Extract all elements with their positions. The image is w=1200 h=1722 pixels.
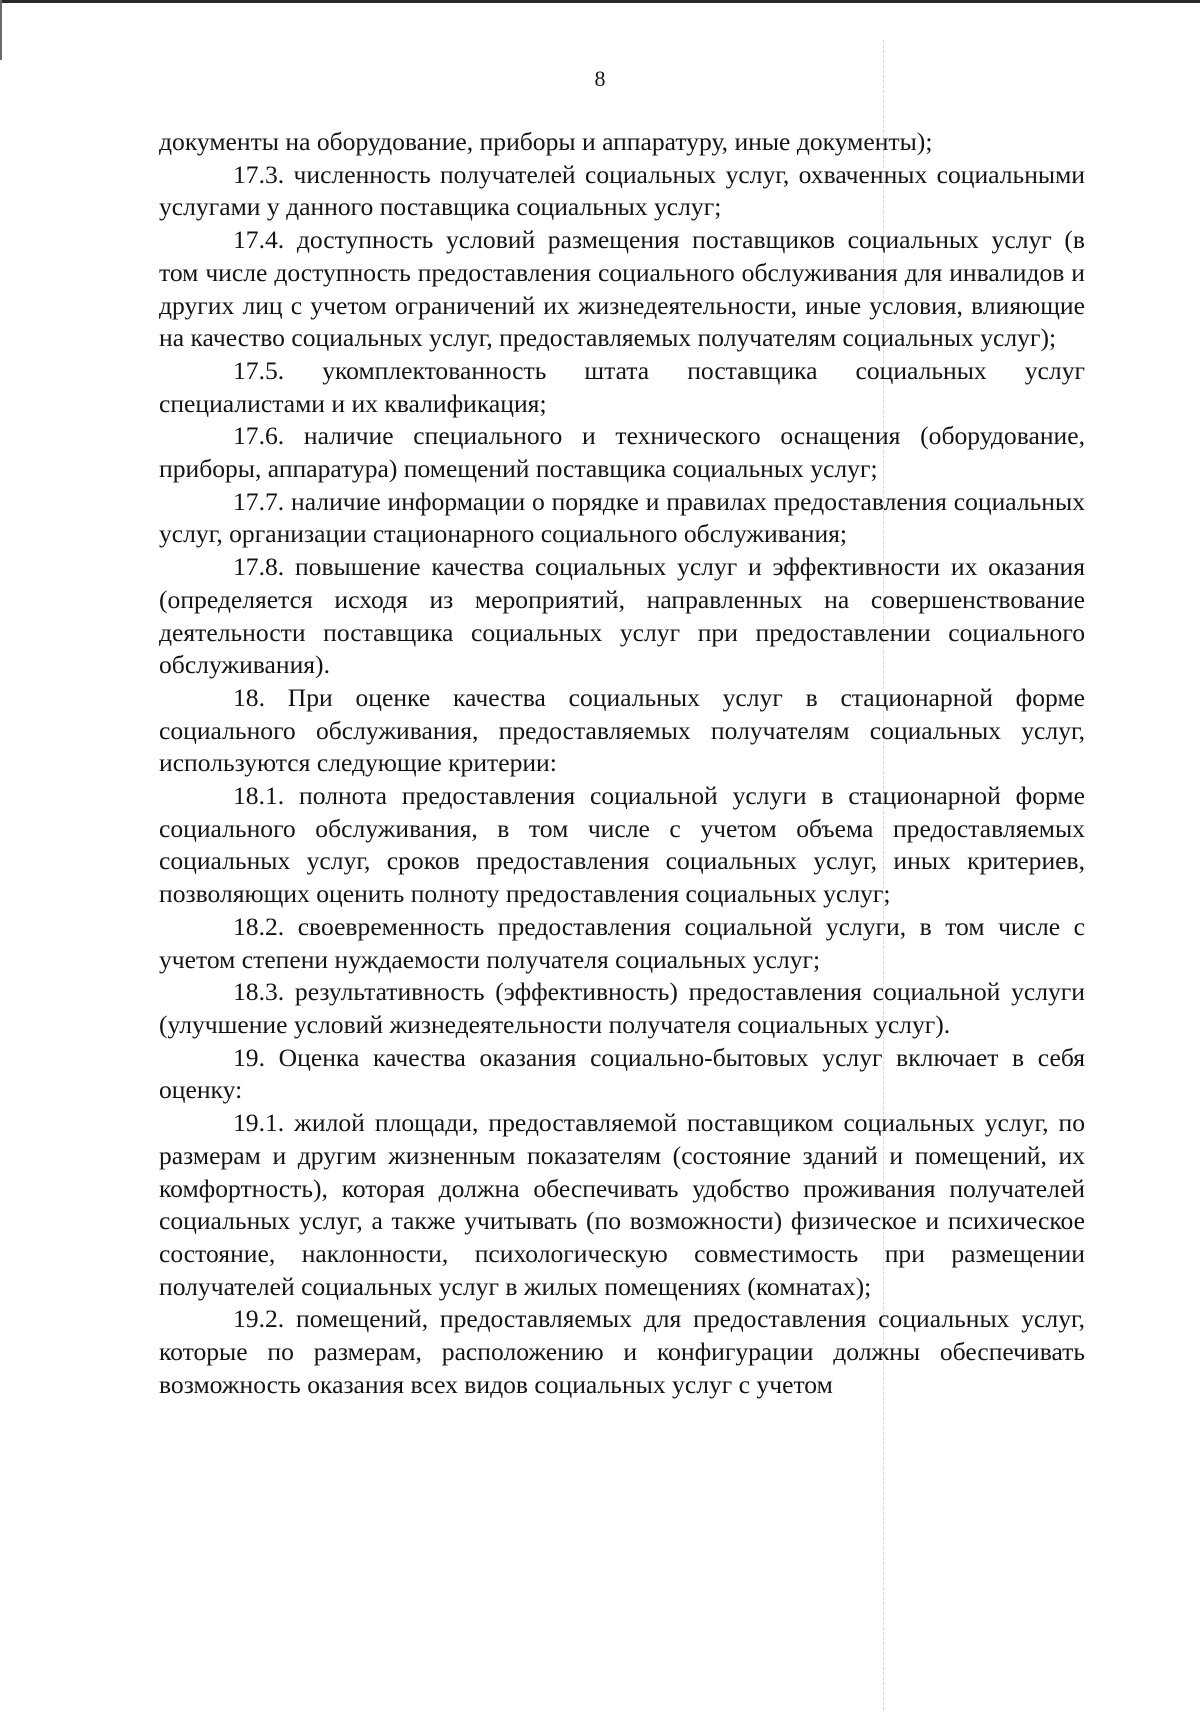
paragraph-17-8: 17.8. повышение качества социальных услуг и эффективности их оказания (определяется исходя из мероприятий, направленных на совершенствование деятельности поставщика социальных услуг при предоставлении социального обслуживания). (159, 552, 1085, 680)
paragraph-17-6: 17.6. наличие специального и технического оснащения (оборудование, приборы, аппаратура) помещений поставщика социальных услуг; (159, 421, 1085, 484)
paragraph-17-7: 17.7. наличие информации о порядке и правилах предоставления социальных услуг, организации стационарного социального обслуживания; (159, 486, 1085, 549)
paragraph-19: 19. Оценка качества оказания социально-бытовых услуг включает в себя оценку: (159, 1042, 1085, 1105)
paragraph-18-3: 18.3. результативность (эффективность) предоставления социальной услуги (улучшение условий жизнедеятельности получателя социальных услуг). (159, 977, 1085, 1039)
paragraph-18: 18. При оценке качества социальных услуг в стационарной форме социального обслуживания, предоставляемых получателям социальных услуг, используются следующие критерии: (159, 682, 1085, 778)
document-body (159, 126, 1085, 1401)
scan-left-edge (0, 0, 2, 60)
paragraph-19-2: 19.2. помещений, предоставляемых для предоставления социальных услуг, которые по размерам, расположению и конфигурации должны обеспечивать возможность оказания всех видов социальных услуг с учетом (159, 1304, 1085, 1399)
paragraph-17-4: 17.4. доступность условий размещения поставщиков социальных услуг (в том числе доступность предоставления социального обслуживания для инвалидов и других лиц с учетом ограничений их жизнедеятельности, иные условия, влияющие на качество социальных услуг, предоставляемых получателям социальных услуг); (159, 225, 1085, 353)
paragraph-19-1: 19.1. жилой площади, предоставляемой поставщиком социальных услуг, по размерам и другим жизненным показателям (состояние зданий и помещений, их комфортность), которая должна обеспечивать удобство проживания получателей социальных услуг, а также учитывать (по возможности) физическое и психическое состояние, наклонности, психологическую совместимость при размещении получателей социальных услуг в жилых помещениях (комнатах); (159, 1108, 1085, 1301)
paragraph-17-3: 17.3. численность получателей социальных услуг, охваченных социальными услугами у данного поставщика социальных услуг; (159, 159, 1085, 222)
page-number: 8 (594, 66, 606, 91)
paragraph-17-5: 17.5. укомплектованность штата поставщика социальных услуг специалистами и их квалификация; (159, 355, 1085, 418)
paragraph-18-1: 18.1. полнота предоставления социальной услуги в стационарной форме социального обслуживания, в том числе с учетом объема предоставляемых социальных услуг, сроков предоставления социальных услуг, иных критериев, позволяющих оценить полноту предоставления социальных услуг; (159, 781, 1085, 909)
paragraph-continuation: документы на оборудование, приборы и аппаратуру, иные документы); (159, 127, 933, 156)
scan-top-edge (0, 0, 1200, 3)
paragraph-18-2: 18.2. своевременность предоставления социальной услуги, в том числе с учетом степени нуждаемости получателя социальных услуг; (159, 911, 1085, 974)
